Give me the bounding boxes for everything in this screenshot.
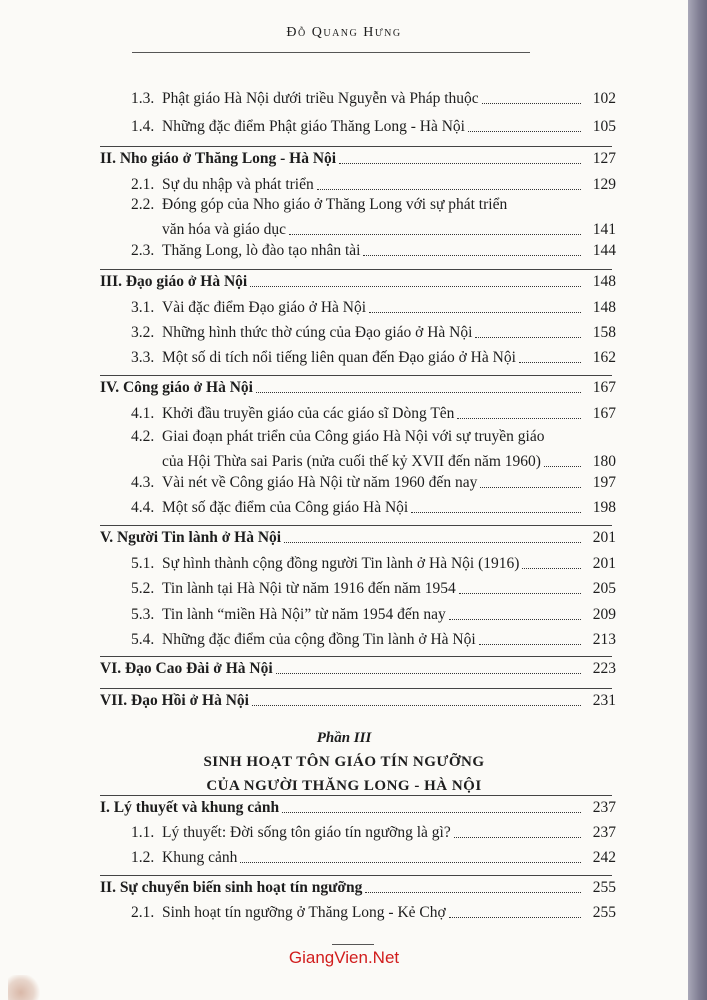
- toc-section-title: VI. Đạo Cao Đài ở Hà Nội: [100, 660, 273, 677]
- toc-entry: [0, 602, 688, 628]
- toc-section: [0, 146, 688, 172]
- leader-dots: [449, 619, 581, 620]
- toc-entry-number: 4.1.: [131, 405, 155, 422]
- part-title-line1: SINH HOẠT TÔN GIÁO TÍN NGƯỠNG: [203, 754, 485, 770]
- leader-dots: [459, 593, 581, 594]
- toc-entry-number: 5.2.: [131, 580, 155, 597]
- toc-entry-number: 5.1.: [131, 555, 155, 572]
- toc-section-page: 237: [592, 799, 616, 816]
- leader-dots: [256, 392, 581, 393]
- leader-dots: [282, 812, 581, 813]
- toc-entry-title-line1: Đóng góp của Nho giáo ở Thăng Long với sự phát triển: [162, 196, 508, 213]
- toc-entry: [0, 900, 688, 926]
- toc-entry: [0, 401, 688, 427]
- toc-entry: [0, 845, 688, 871]
- leader-dots: [252, 705, 581, 706]
- leader-dots: [519, 362, 581, 363]
- finger-smudge: [8, 975, 40, 1000]
- toc-entry-page: 148: [592, 299, 616, 316]
- part-title-line2: CỦA NGƯỜI THĂNG LONG - HÀ NỘI: [206, 778, 482, 794]
- toc-section-title: VII. Đạo Hồi ở Hà Nội: [100, 692, 249, 709]
- toc-entry: [0, 320, 688, 346]
- toc-entry: [0, 470, 688, 496]
- leader-dots: [339, 163, 581, 164]
- toc-entry-title: Vài nét về Công giáo Hà Nội từ năm 1960 đến nay: [162, 474, 478, 491]
- toc-entry: [0, 551, 688, 577]
- header-rule: [132, 52, 530, 53]
- toc-entry-page: 237: [592, 824, 616, 841]
- toc-entry-title: Thăng Long, lò đào tạo nhân tài: [162, 242, 361, 259]
- toc-entry-title: Những hình thức thờ cúng của Đạo giáo ở Hà Nội: [162, 324, 473, 341]
- toc-entry-number: 4.2.: [131, 428, 155, 445]
- toc-entry: [0, 114, 688, 140]
- toc-entry-title: Vài đặc điểm Đạo giáo ở Hà Nội: [162, 299, 367, 316]
- toc-entry-title-line2: văn hóa và giáo dục: [162, 221, 286, 238]
- toc-entry-title: Phật giáo Hà Nội dưới triều Nguyễn và Pháp thuộc: [162, 90, 479, 107]
- toc-entry-page: 162: [592, 349, 616, 366]
- leader-dots: [284, 542, 581, 543]
- toc-entry-title: Lý thuyết: Đời sống tôn giáo tín ngưỡng là gì?: [162, 824, 451, 841]
- leader-dots: [480, 487, 581, 488]
- leader-dots: [449, 917, 581, 918]
- leader-dots: [482, 103, 581, 104]
- toc-entry-number: 4.4.: [131, 499, 155, 516]
- leader-dots: [369, 312, 581, 313]
- toc-entry-page: 180: [592, 453, 616, 470]
- leader-dots: [240, 862, 581, 863]
- toc-entry-title: Sự hình thành cộng đồng người Tin lành ở Hà Nội (1916): [162, 555, 520, 572]
- toc-section-title: II. Sự chuyển biến sinh hoạt tín ngưỡng: [100, 879, 363, 896]
- leader-dots: [454, 837, 581, 838]
- toc-section-title: V. Người Tin lành ở Hà Nội: [100, 529, 282, 546]
- leader-dots: [276, 673, 581, 674]
- toc-entry-number: 1.1.: [131, 824, 155, 841]
- book-edge: [688, 0, 707, 1000]
- leader-dots: [479, 644, 581, 645]
- footer-rule: [332, 944, 374, 945]
- toc-section-page: 231: [592, 692, 616, 709]
- toc-entry-title: Khởi đầu truyền giáo của các giáo sĩ Dòng Tên: [162, 405, 455, 422]
- running-header: Đỗ Quang Hưng: [286, 25, 402, 40]
- leader-dots: [250, 286, 581, 287]
- leader-dots: [475, 337, 581, 338]
- toc-entry-title: Tin lành “miền Hà Nội” từ năm 1954 đến nay: [162, 606, 446, 623]
- toc-entry: [0, 172, 688, 198]
- toc-entry-page: 158: [592, 324, 616, 341]
- toc-entry-number: 1.4.: [131, 118, 155, 135]
- toc-entry: [0, 86, 688, 112]
- toc-entry-title-line2: của Hội Thừa sai Paris (nửa cuối thế kỷ XVII đến năm 1960): [162, 453, 541, 470]
- toc-entry-number: 4.3.: [131, 474, 155, 491]
- leader-dots: [457, 418, 581, 419]
- toc-entry-page: 242: [592, 849, 616, 866]
- toc-entry-title: Sự du nhập và phát triển: [162, 176, 314, 193]
- watermark-text: GiangVien.Net: [288, 948, 400, 967]
- toc-entry-page: 129: [592, 176, 616, 193]
- toc-section-page: 255: [592, 879, 616, 896]
- toc-entry-title: Một số đặc điểm của Công giáo Hà Nội: [162, 499, 409, 516]
- leader-dots: [363, 255, 581, 256]
- toc-entry: [0, 820, 688, 846]
- toc-section: [0, 795, 688, 821]
- toc-entry-page: 102: [592, 90, 616, 107]
- toc-section-title: II. Nho giáo ở Thăng Long - Hà Nội: [100, 150, 337, 167]
- toc-section: [0, 269, 688, 295]
- toc-entry: [0, 295, 688, 321]
- toc-entry-number: 2.1.: [131, 176, 155, 193]
- leader-dots: [317, 189, 581, 190]
- toc-entry: [0, 345, 688, 371]
- toc-entry-number: 1.3.: [131, 90, 155, 107]
- toc-entry-number: 3.2.: [131, 324, 155, 341]
- toc-entry-number: 2.2.: [131, 196, 155, 213]
- toc-section-title: III. Đạo giáo ở Hà Nội: [100, 273, 248, 290]
- toc-entry-title: Tin lành tại Hà Nội từ năm 1916 đến năm 1954: [162, 580, 456, 597]
- toc-entry-title-line1: Giai đoạn phát triển của Công giáo Hà Nội với sự truyền giáo: [162, 428, 545, 445]
- toc-entry-page: 141: [592, 221, 616, 238]
- toc-section-page: 127: [592, 150, 616, 167]
- toc-entry-title: Khung cảnh: [162, 849, 238, 866]
- toc-entry: [0, 627, 688, 653]
- leader-dots: [289, 234, 581, 235]
- toc-entry: [0, 238, 688, 264]
- toc-entry-page: 205: [592, 580, 616, 597]
- toc-section-page: 201: [592, 529, 616, 546]
- leader-dots: [468, 131, 581, 132]
- toc-entry-number: 2.1.: [131, 904, 155, 921]
- toc-entry-number: 3.3.: [131, 349, 155, 366]
- toc-section-title: IV. Công giáo ở Hà Nội: [100, 379, 253, 396]
- toc-entry-page: 167: [592, 405, 616, 422]
- toc-entry-number: 3.1.: [131, 299, 155, 316]
- toc-entry-page: 201: [592, 555, 616, 572]
- toc-section: [0, 375, 688, 401]
- toc-entry-title: Những đặc điểm của cộng đồng Tin lành ở Hà Nội: [162, 631, 476, 648]
- toc-entry-number: 5.4.: [131, 631, 155, 648]
- toc-entry-title: Sinh hoạt tín ngưỡng ở Thăng Long - Kẻ Chợ: [162, 904, 446, 921]
- toc-entry-page: 144: [592, 242, 616, 259]
- toc-entry-page: 198: [592, 499, 616, 516]
- toc-section-title: I. Lý thuyết và khung cảnh: [100, 799, 280, 816]
- toc-entry-page: 209: [592, 606, 616, 623]
- toc-section: [0, 656, 688, 682]
- toc-entry: [0, 495, 688, 521]
- toc-section-page: 148: [592, 273, 616, 290]
- toc-section: [0, 688, 688, 714]
- toc-entry-title: Những đặc điểm Phật giáo Thăng Long - Hà Nội: [162, 118, 465, 135]
- leader-dots: [522, 568, 581, 569]
- toc-entry-page: 105: [592, 118, 616, 135]
- toc-section: [0, 525, 688, 551]
- leader-dots: [411, 512, 581, 513]
- toc-entry-title: Một số di tích nổi tiếng liên quan đến Đạo giáo ở Hà Nội: [162, 349, 516, 366]
- toc-entry: [0, 576, 688, 602]
- toc-entry-page: 255: [592, 904, 616, 921]
- toc-entry-page: 213: [592, 631, 616, 648]
- toc-entry-page: 197: [592, 474, 616, 491]
- toc-entry-number: 1.2.: [131, 849, 155, 866]
- toc-section-page: 167: [592, 379, 616, 396]
- toc-entry-number: 2.3.: [131, 242, 155, 259]
- toc-section-page: 223: [592, 660, 616, 677]
- part-label: Phần III: [316, 730, 372, 746]
- toc-entry-number: 5.3.: [131, 606, 155, 623]
- leader-dots: [365, 892, 581, 893]
- toc-section: [0, 875, 688, 901]
- leader-dots: [544, 466, 581, 467]
